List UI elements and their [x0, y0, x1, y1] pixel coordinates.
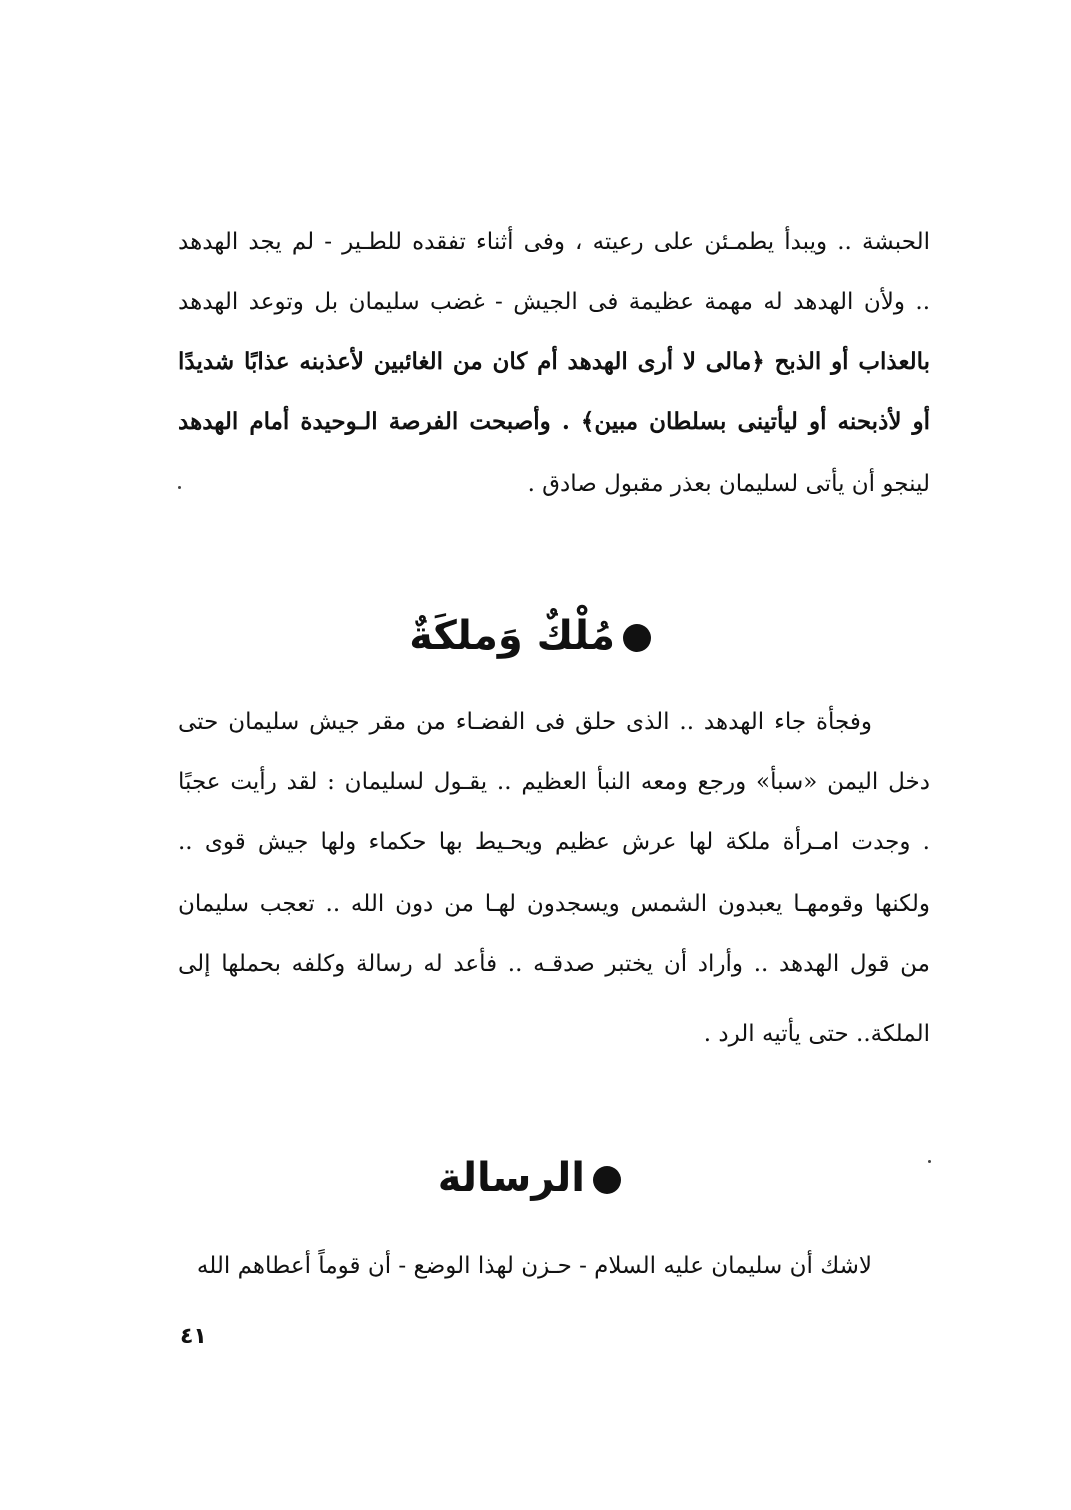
- bullet-icon: [593, 1166, 621, 1194]
- section1-line-5: من قول الهدهد .. وأراد أن يختبر صدقـه .. فأعد له رسالة وكلفه بحملها إلى: [178, 951, 930, 977]
- section1-line-6: الملكة.. حتى يأتيه الرد .: [703, 1021, 930, 1047]
- paragraph1-line-2: .. ولأن الهدهد له مهمة عظيمة فى الجيش - غضب سليمان بل وتوعد الهدهد: [178, 289, 930, 315]
- paragraph1-line-1: الحبشة .. ويبدأ يطمـئن على رعيته ، وفى أثناء تفقده للطـير - لم يجد الهدهد: [178, 229, 930, 255]
- section-heading-text: الرسالة: [437, 1155, 585, 1201]
- scan-speck: [928, 1160, 931, 1163]
- section1-line-1: وفجأة جاء الهدهد .. الذى حلق فى الفضـاء من مقر جيش سليمان حتى: [178, 709, 872, 735]
- paragraph1-line-5: لينجو أن يأتى لسليمان بعذر مقبول صادق .: [527, 471, 930, 497]
- paragraph1-line-4: أو لأذبحنه أو ليأتينى بسلطان مبين﴾ . وأصبحت الفرصة الـوحيدة أمام الهدهد: [178, 408, 930, 435]
- section-heading-text: مُلْكٌ وَملكَةٌ: [409, 613, 615, 659]
- bullet-icon: [623, 624, 651, 652]
- section-heading-al-risala: [438, 1150, 621, 1206]
- scan-speck: [178, 486, 181, 489]
- section1-line-4: ولكنها وقومهـا يعبدون الشمس ويسجدون لهـا من دون الله .. تعجب سليمان: [178, 891, 930, 917]
- section2-line-1: لاشك أن سليمان عليه السلام - حـزن لهذا الوضع - أن قوماً أعطاهم الله: [196, 1253, 872, 1279]
- section1-line-2: دخل اليمن «سبأ» ورجع ومعه النبأ العظيم .. يقـول لسليمان : لقد رأيت عجبًا: [178, 769, 930, 795]
- section-heading-malik-wa-malika: [409, 608, 651, 664]
- paragraph1-line-3: بالعذاب أو الذبح ﴿مالى لا أرى الهدهد أم كان من الغائبين لأعذبنه عذابًا شديدًا: [178, 348, 930, 375]
- section1-line-3: . وجدت امـرأة ملكة لها عرش عظيم ويحـيط بها حكماء ولها جيش قوى ..: [178, 829, 930, 855]
- page-number: ٤١: [180, 1324, 207, 1349]
